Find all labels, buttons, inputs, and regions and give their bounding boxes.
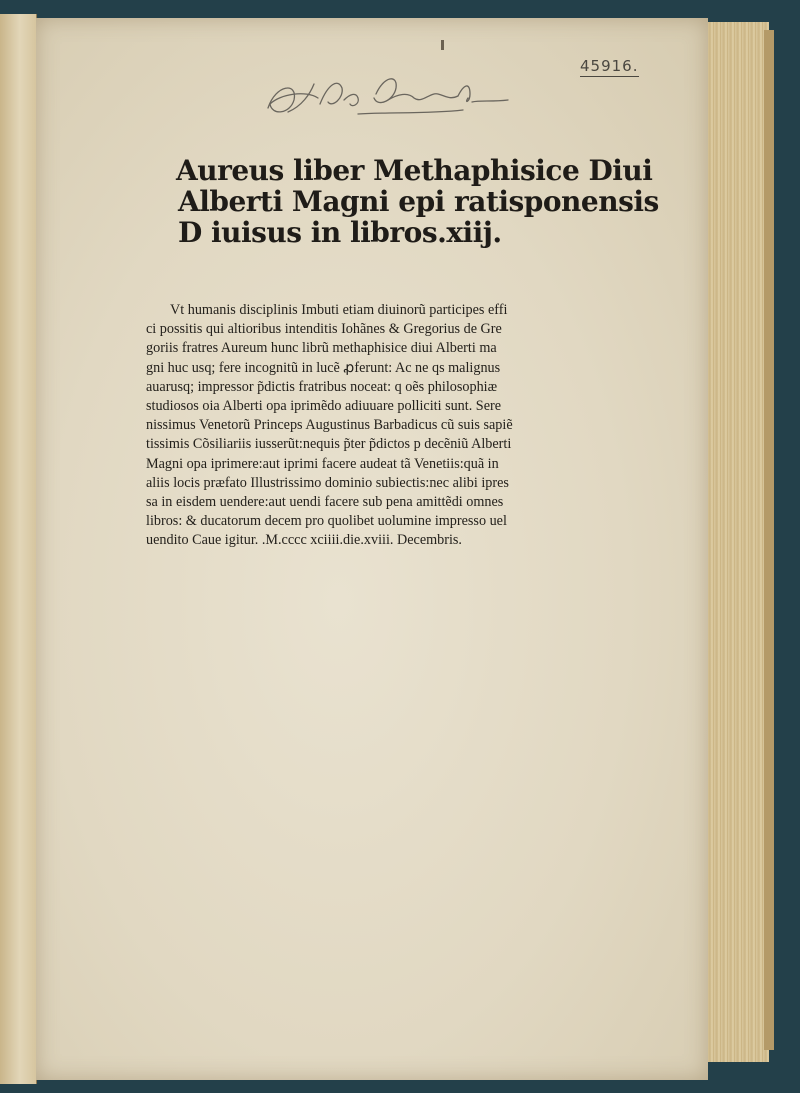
title-line-1: Aureus liber Methaphisice Diui [176,154,653,187]
title-block [176,154,659,249]
text-line: gni huc usq; fere incognitũ in lucẽ ꝓferunt: Ac ne qs malignus [146,359,501,376]
text-line: studiosos oia Alberti opa iprimẽdo adiuuare polliciti sunt. Sere [146,398,502,415]
text-line: ci possitis qui altioribus intenditis Iohãnes & Gregorius de Gre [146,321,502,338]
text-line: uendito Caue igitur. .M.cccc xciiii.die.xviii. Decembris. [146,532,462,549]
colophon-text [146,301,546,551]
shelfmark: 45916. [580,57,639,75]
page-stack-edge [764,30,774,1050]
previous-leaf-edge [0,14,37,1084]
text-line: Magni opa iprimere:aut iprimi facere audeat tã Venetiis:quã in [146,455,499,472]
title-line-2: Alberti Magni epi ratisponensis [178,185,659,218]
text-line: nissimus Venetorũ Princeps Augustinus Barbadicus cũ suis sapiẽ [146,417,513,434]
text-line: libros: & ducatorum decem pro quolibet uolumine impresso uel [146,513,507,530]
text-line: aliis locis præfato Illustrissimo dominio subiectis:nec alibi ipres [146,474,509,491]
title-line-3: D iuisus in libros.xiij. [178,216,502,249]
text-line: tissimis Cõsiliariis iusserũt:nequis p̃ter p̃dictos p decẽniũ Alberti [146,436,512,453]
text-line: goriis fratres Aureum hunc librũ methaphisice diui Alberti ma [146,340,497,357]
handwritten-signature [258,64,518,134]
text-line: Vt humanis disciplinis Imbuti etiam diuinorũ participes effi [170,302,508,318]
text-line: sa in eisdem uendere:aut uendi facere sub pena amittẽdi omnes [146,494,504,511]
page-stack [706,22,769,1062]
binding-mark [441,40,444,50]
text-line: auarusq; impressor p̃dictis fratribus noceat: q oẽs philosophiæ [146,378,498,395]
